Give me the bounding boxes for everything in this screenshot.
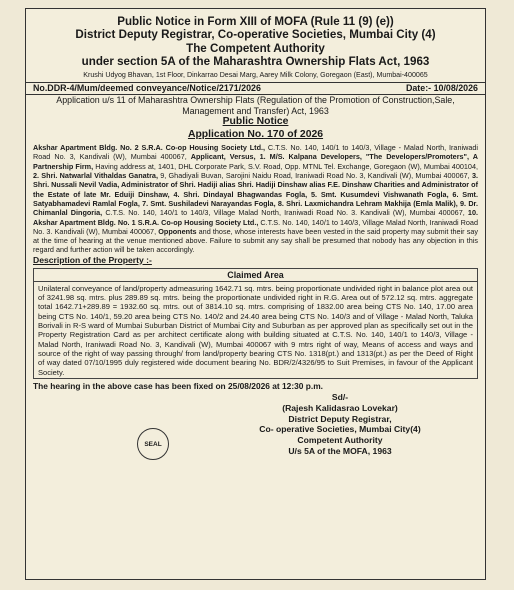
signatory-title1: District Deputy Registrar,	[288, 413, 392, 424]
claimed-area-text: Unilateral conveyance of land/property admeasuring 1642.71 sq. mtrs. being proportionate undivided right in balance plot area out of 3241.98 sq. mtrs. plus 289.89 sq. mtrs. being the proportionate undivided right in R.G. Area out of 572.12 sq. mtrs. aggregate total 1642.71+289.89 = 1932.60 sq. mtrs. out of 3814.10 sq. mtrs. comprising of 1832.00 area being CTS No. 140, 17.00 area being CTS No. 140/1, 59.20 area being CTS No. 140/2 and 24.40 area being CTS No. 140/3 and of Village - Malad North, Taluka Borivali in R-S ward of Mumbai Suburban District of Mumbai City and Suburban as per approved plan as specifically set out in the Property Registration Card as per architect certificate along with building situated at C.T.S. No. 140, 140/1 to 140/3, Village - Malad North, Iraniwadi Road No. 3, Kandivali (W), Mumbai 400067 with 9 mtrs right of way, Means of access and ways and source of the right of way passing through/ from land/property bearing CTS No. 1318(pt.) and 1313(pt.) as per the Deed of Right of way dated 07/10/1995 duly registered wide document bearing No. BDR/2/4326/95 to Suit Premises, in favour of the Applicant Society.	[38, 283, 473, 377]
seal-stamp: SEAL	[137, 428, 169, 460]
notice-date: Date:- 10/08/2026	[405, 82, 478, 93]
reference-row	[26, 82, 485, 96]
public-notice	[25, 8, 486, 580]
application-statute: Application u/s 11 of Maharashtra Ownership Flats (Regulation of the Promotion of Construction,Sale, Management and Transfer) Act, 1963	[56, 95, 455, 116]
public-notice-label: Public Notice	[222, 116, 289, 128]
claimed-area-box	[33, 268, 478, 379]
signatory-title3: Competent Authority	[297, 434, 383, 445]
notice-heading-line2: District Deputy Registrar, Co-operative Societies, Mumbai City (4)	[75, 28, 436, 42]
claimed-area-title: Claimed Area	[34, 269, 477, 282]
notice-heading-line4: under section 5A of the Maharashtra Ownership Flats Act, 1963	[81, 55, 430, 69]
notice-heading-line1: Public Notice in Form XIII of MOFA (Rule 11 (9) (e))	[117, 15, 394, 28]
notice-body: Akshar Apartment Bldg. No. 2 S.R.A. Co-op Housing Society Ltd., C.T.S. No. 140, 140/1 to 140/3, Village - Malad North, Iraniwadi Road No. 3, Kandivali (W), Mumbai 400067, Applicant, Versus, 1. M/S. Kalpana Developers, "The Developers/Promoters", A Partnership Firm, Having address at, 1401, DHL Corporate Park, S.V. Road, Opp. MTNL Tel. Exchange, Goregaon (W), Mumbai 400104, 2. Shri. Natwarlal Vithaldas Ganatra, 9, Ghadiyali Buvan, Sarojini Naidu Road, Iraniwadi Road No. 3, Kandivali (W), Mumbai 400067, 3. Shri. Nussali Nevil Vadia, Administrator of Shri. Hadiji alias Shri. Hadiji Dinshaw alias F.E. Dinshaw Charities and Administrator of the Estate of late Mr. Eduiji Dinshaw, 4. Shri. Dindayal Bhagwandas Fogla, 5. Smt. Kusumdevi Vishwanath Fogla, 6. Smt. Satyabhamadevi Ramlal Fogla, 7. Smt. Sushiladevi Narayandas Fogla, 8. Shri. Laxmichandra Lehram Makhija (Emla Malik), 9. Dr. Chimanlal Dingoria, C.T.S. No. 140, 140/1 to 140/3, Village Malad North, Iraniwadi Road No. 3. Kandivali (W), Mumbai 400067, 10. Akshar Apartment Bldg. No. 1 S.R.A. Co-op Housing Society Ltd., C.T.S. No. 140, 140/1 to 140/3, Village Malad North, Iraniwadi Road No. 3. Kandivali (W), Mumbai 400067, Opponents and those, whose interests have been vested in the said property may submit their say at the time of hearing at the venue mentioned above. Failure to submit any say shall be presumed that nobody has any objection in this regard and further action will be taken accordingly.	[33, 143, 479, 255]
signatory-title4: U/s 5A of the MOFA, 1963	[288, 445, 392, 456]
application-number: Application No. 170 of 2026	[187, 128, 324, 140]
notice-heading-line3: The Competent Authority	[186, 41, 325, 55]
signatory	[221, 392, 459, 456]
office-address: Krushi Udyog Bhavan, 1st Floor, Dinkarrao Desai Marg, Aarey Milk Colony, Goregaon (East), Mumbai-400065	[83, 70, 428, 79]
hearing-date: The hearing in the above case has been fixed on 25/08/2026 at 12:30 p.m.	[33, 381, 323, 392]
signature-block	[33, 392, 478, 492]
signed-mark: Sd/-	[331, 392, 349, 403]
signatory-name: (Rajesh Kalidasrao Lovekar)	[282, 402, 398, 413]
property-description-heading: Description of the Property :-	[33, 254, 152, 265]
reference-number: No.DDR-4/Mum/deemed conveyance/Notice/2171/2026	[33, 82, 261, 93]
signatory-title2: Co- operative Societies, Mumbai City(4)	[259, 424, 421, 435]
